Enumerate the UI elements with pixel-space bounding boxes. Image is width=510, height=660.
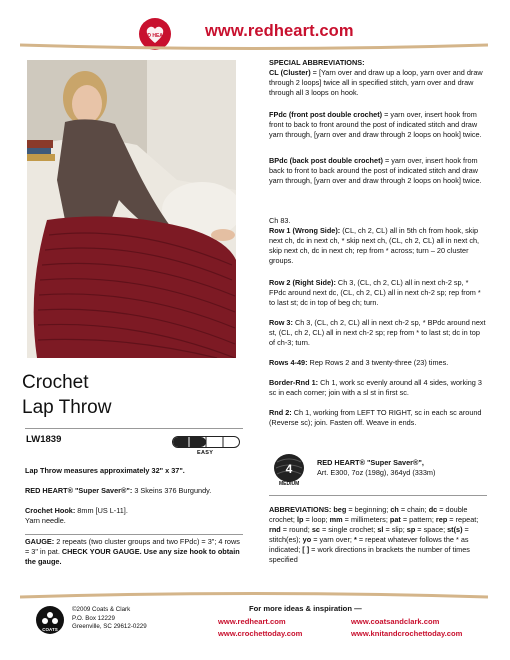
abbreviation-key: sl [377, 525, 384, 534]
title-line-2: Lap Throw [22, 397, 112, 418]
abbreviation-key: rep [435, 515, 448, 524]
border-rnd-1-instructions [269, 378, 486, 398]
foundation-chain: Ch 83. [269, 216, 291, 225]
gauge-text [25, 537, 243, 567]
abbreviations-block [269, 505, 486, 565]
fpdc-label: FPdc (front post double crochet) [269, 110, 383, 119]
row2-text: Ch 3, (CL, ch 2, CL) all in next ch-2 sp, * FPdc around next dc, (CL, ch 2, CL) all in next ch-2 sp; rep from * to last st; dc in top of beg ch; turn. [269, 278, 481, 307]
abbreviation-meaning: = yarn over; [311, 535, 354, 544]
row2-label: Row 2 (Right Side): [269, 278, 336, 287]
footer-link-coatsandclark[interactable]: www.coatsandclark.com [351, 617, 440, 626]
copyright-line-3: Greenville, SC 29612-0229 [72, 623, 147, 630]
row1-text: (CL, ch 2, CL) all in 5th ch from hook, skip next ch, dc in next ch, * skip next ch, (CL, ch 2, CL) all in next ch, skip next ch, dc in next ch; rep from * across; turn – 20 cluster groups. [269, 226, 480, 265]
footer-rule [20, 591, 488, 599]
row-3-instructions [269, 318, 486, 348]
copyright-line-1: ©2009 Coats & Clark [72, 606, 131, 613]
measurement-text [25, 466, 243, 476]
footer-link-crochettoday[interactable]: www.crochettoday.com [218, 629, 303, 638]
bpdc-label: BPdc (back post double crochet) [269, 156, 383, 165]
left-divider [25, 428, 243, 429]
gauge-label: GAUGE: [25, 537, 55, 546]
abbreviation-meaning: = space; [415, 525, 448, 534]
yarn-value: 3 Skeins 376 Burgundy. [132, 486, 212, 495]
gauge-value: 2 repeats (two cluster groups and two FPdc) = 3"; 4 rows = 3" in pat. [25, 537, 240, 556]
abbreviation-key: st(s) [447, 525, 463, 534]
cl-text: = [Yarn over and draw up a loop, yarn over and draw through 2 loops] twice all in specified stitch, yarn over and draw through all 3 loops on hook. [269, 68, 483, 97]
border1-text: Ch 1, work sc evenly around all 4 sides, working 3 sc in each corner; join with a sl st in first sc. [269, 378, 482, 397]
abbreviation-meaning: = beginning; [346, 505, 391, 514]
abbreviation-meaning: = slip; [383, 525, 407, 534]
copyright-line-2: P.O. Box 12229 [72, 614, 115, 622]
rnd2-text: Ch 1, working from LEFT TO RIGHT, sc in each sc around (Reverse sc); join. Fasten off. Weave in ends. [269, 408, 482, 427]
abbreviation-meaning: = millimeters; [342, 515, 390, 524]
cl-label: CL (Cluster) [269, 68, 311, 77]
rows-4-49-instructions [269, 358, 486, 368]
yarn-requirement [25, 486, 243, 496]
abbreviation-meaning: = repeat whatever follows the * as indicated; [269, 535, 469, 554]
abbreviation-meaning: = single crochet; [319, 525, 378, 534]
abbreviation-key: pat [389, 515, 401, 524]
abbreviation-key: rnd [269, 525, 281, 534]
pattern-id: LW1839 [26, 434, 62, 445]
abbreviation-key: lp [296, 515, 304, 524]
border1-label: Border-Rnd 1: [269, 378, 319, 387]
skill-level-label: EASY [197, 450, 214, 456]
title-line-1: Crochet [22, 372, 89, 393]
abbreviation-key: dc [428, 505, 438, 514]
rows449-label: Rows 4-49: [269, 358, 308, 367]
coats-logo [35, 605, 65, 635]
cluster-definition [269, 68, 486, 98]
hook-value: 8mm [US L-11]. [75, 506, 128, 515]
header-rule [20, 43, 488, 53]
abbreviation-key: beg [333, 505, 347, 514]
abbreviations-divider [269, 495, 487, 496]
svg-text:RED HEART: RED HEART [140, 33, 170, 39]
copyright-block [72, 606, 147, 632]
row-2-instructions [269, 278, 486, 308]
abbreviations-title: ABBREVIATIONS: [269, 505, 332, 514]
row-1-instructions [269, 226, 486, 266]
svg-text:COATS: COATS [42, 627, 58, 632]
fpdc-text: = yarn over, insert hook from front to back to front around the post of indicated stitch and draw yarn through, [yarn over and draw through 2 loops on hook] twice. [269, 110, 482, 139]
abbreviation-meaning: = work directions in brackets the number of times specified [269, 545, 470, 564]
footer-link-knitandcrochettoday[interactable]: www.knitandcrochettoday.com [351, 629, 463, 638]
needle-requirement: Yarn needle. [25, 516, 66, 525]
abbreviation-meaning: = double crochet; [269, 505, 468, 524]
product-photo [27, 60, 236, 358]
abbreviation-meaning: = stitch(es); [269, 525, 469, 544]
yarn-name [317, 458, 487, 468]
more-ideas-heading: For more ideas & inspiration — [249, 604, 362, 613]
yarn-weight-number: 4 [285, 462, 293, 476]
abbreviation-key: sc [311, 525, 320, 534]
fpdc-definition [269, 110, 486, 140]
abbreviation-key: [ ] [302, 545, 310, 554]
abbreviation-meaning: = loop; [303, 515, 330, 524]
header-url[interactable]: www.redheart.com [205, 22, 354, 40]
rnd-2-instructions [269, 408, 486, 428]
yarn-weight-label: MEDIUM [279, 481, 300, 487]
bpdc-definition [269, 156, 486, 186]
yarn-name-text: RED HEART® "Super Saver®", [317, 458, 424, 467]
rows449-text: Rep Rows 2 and 3 twenty-three (23) times. [307, 358, 449, 367]
footer-link-redheart[interactable]: www.redheart.com [218, 617, 286, 626]
hook-requirement [25, 506, 243, 516]
abbreviation-key: * [353, 535, 357, 544]
special-abbreviations-title [269, 58, 486, 68]
abbreviation-key: yo [302, 535, 312, 544]
abbreviation-meaning: = repeat; [447, 515, 479, 524]
skill-level-meter [172, 436, 240, 448]
row1-label: Row 1 (Wrong Side): [269, 226, 341, 235]
measurement-value: Lap Throw measures approximately 32" x 37". [25, 466, 185, 475]
abbreviation-key: mm [329, 515, 343, 524]
hook-label: Crochet Hook: [25, 506, 76, 515]
gauge-divider [25, 534, 243, 535]
row3-label: Row 3: [269, 318, 293, 327]
yarn-label: RED HEART® "Super Saver®": [25, 486, 133, 495]
abbreviation-meaning: = chain; [398, 505, 429, 514]
yarn-detail: Art. E300, 7oz (198g), 364yd (333m) [317, 468, 436, 477]
bpdc-text: = yarn over, insert hook from back to front to back around the post of indicated stitch and draw yarn through, [yarn over and draw through 2 loops on hook] twice. [269, 156, 482, 185]
abbreviation-key: sp [406, 525, 416, 534]
gauge-check: CHECK YOUR GAUGE. Use any size hook to obtain the gauge. [25, 547, 240, 566]
rnd2-label: Rnd 2: [269, 408, 292, 417]
special-title-text: SPECIAL ABBREVIATIONS: [269, 58, 365, 67]
page-title [22, 370, 111, 420]
abbreviation-meaning: = pattern; [400, 515, 436, 524]
abbreviation-meaning: = round; [280, 525, 312, 534]
row3-text: Ch 3, (CL, ch 2, CL) all in next ch-2 sp, * BPdc around next st, (CL, ch 2, CL) all in next ch-2 sp; rep from * to last st; dc in top of ch-3; turn. [269, 318, 486, 347]
abbreviation-key: ch [390, 505, 399, 514]
